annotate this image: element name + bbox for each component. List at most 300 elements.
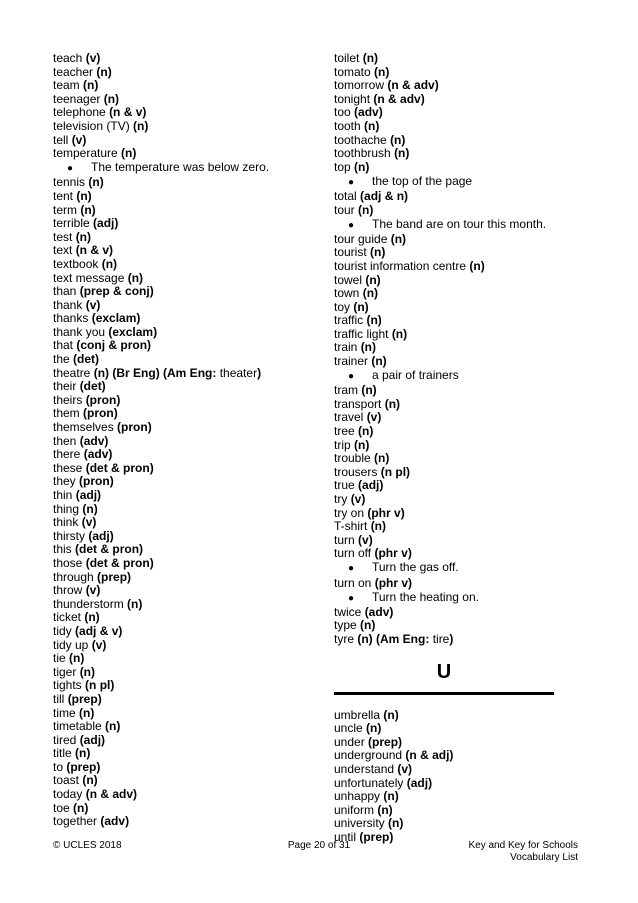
grammar-label: (n)	[75, 746, 91, 761]
grammar-label: (n)	[127, 596, 143, 611]
grammar-label: (n)	[364, 118, 380, 133]
vocab-entry	[334, 777, 574, 791]
headword: tram	[334, 383, 358, 398]
grammar-label: (n)	[361, 383, 377, 398]
headword: too	[334, 105, 351, 120]
headword: there	[53, 447, 81, 462]
grammar-label: (n)	[391, 326, 408, 341]
vocab-entry	[53, 475, 303, 489]
grammar-label: (n & adv)	[85, 787, 138, 802]
headword: turn	[334, 532, 355, 547]
headword: title	[53, 746, 72, 761]
headword: toothache	[334, 132, 387, 147]
grammar-label: (v)	[85, 51, 101, 65]
headword: top	[334, 159, 351, 174]
grammar-label: (prep)	[66, 759, 101, 774]
headword: traffic	[334, 313, 364, 328]
headword: turn on	[334, 575, 372, 590]
grammar-label: (n)	[75, 229, 92, 244]
grammar-label: (v)	[91, 637, 107, 652]
headword: text	[53, 243, 73, 258]
grammar-label: (n)	[374, 451, 390, 466]
vocab-entry	[53, 503, 303, 517]
grammar-label: (n)	[365, 272, 381, 287]
headword: tourist	[334, 245, 367, 260]
vocab-entry	[53, 407, 303, 421]
vocab-entry	[334, 633, 574, 647]
grammar-label: (n) (Am Eng:	[357, 631, 430, 646]
grammar-label: (n)	[377, 802, 393, 817]
headword: teach	[53, 51, 83, 65]
grammar-label: (n)	[127, 270, 144, 285]
grammar-label: (conj & pron)	[76, 338, 152, 353]
grammar-label: (v)	[85, 583, 101, 598]
footer-document-title	[468, 840, 578, 864]
headword: tooth	[334, 118, 361, 133]
grammar-label: (n pl)	[380, 464, 411, 479]
headword: than	[53, 284, 77, 299]
headword: tidy	[53, 623, 72, 638]
headword: towel	[334, 272, 363, 287]
bullet-icon: ●	[348, 592, 355, 604]
footer-title-line-2: Vocabulary List	[510, 852, 578, 863]
grammar-label: (n)	[469, 258, 485, 273]
grammar-label: (n)	[362, 51, 379, 65]
headword: total	[334, 188, 357, 203]
headword: twice	[334, 604, 362, 619]
vocab-entry	[53, 285, 303, 299]
headword: town	[334, 286, 360, 301]
vocab-entry	[53, 625, 303, 639]
example-sentence	[348, 369, 574, 385]
headword: these	[53, 460, 83, 475]
vocab-entry	[53, 448, 303, 462]
grammar-label: (n)	[79, 705, 95, 720]
vocab-entry	[53, 134, 303, 148]
grammar-label: (n)	[83, 78, 99, 93]
example-text: The band are on tour this month.	[372, 216, 547, 231]
headword: together	[53, 814, 98, 829]
headword: today	[53, 787, 83, 802]
grammar-label: (phr v)	[374, 575, 413, 590]
example-text: a pair of trainers	[372, 368, 459, 383]
grammar-label: (n)	[394, 146, 410, 161]
vocab-entry	[334, 411, 574, 425]
headword: T-shirt	[334, 519, 368, 534]
vocab-entry	[334, 384, 574, 398]
vocab-entry	[53, 353, 303, 367]
vocab-entry	[334, 804, 574, 818]
vocab-entry	[334, 328, 574, 342]
headword: theatre	[53, 365, 91, 380]
grammar-label: (det & pron)	[85, 460, 154, 475]
vocab-entry	[53, 190, 303, 204]
vocab-entry	[334, 606, 574, 620]
vocab-entry	[53, 462, 303, 476]
vocab-entry	[53, 66, 303, 80]
headword: try	[334, 492, 348, 506]
grammar-label: (v)	[366, 410, 382, 425]
headword: trousers	[334, 464, 378, 479]
vocab-entry	[53, 530, 303, 544]
vocab-entry	[334, 246, 574, 260]
vocab-entry	[334, 134, 574, 148]
grammar-label: (phr v)	[374, 546, 412, 561]
headword: that	[53, 338, 74, 353]
grammar-label: (v)	[71, 132, 87, 147]
grammar-label: (pron)	[85, 392, 121, 407]
grammar-label: (n)	[366, 721, 382, 736]
grammar-label: (phr v)	[367, 505, 405, 520]
vocab-entry	[53, 421, 303, 435]
headword: until	[334, 829, 357, 844]
grammar-label: (n & adv)	[373, 91, 425, 106]
grammar-label: (v)	[358, 532, 373, 547]
vocab-entry	[334, 79, 574, 93]
vocab-entry	[334, 233, 574, 247]
vocab-entry	[334, 466, 574, 480]
vocab-entry	[53, 217, 303, 231]
example-sentence	[67, 161, 303, 177]
example-sentence	[348, 561, 574, 577]
grammar-label: (n)	[362, 286, 379, 301]
headword: they	[53, 474, 76, 489]
headword: time	[53, 705, 76, 720]
headword: them	[53, 406, 80, 421]
vocab-entry	[53, 652, 303, 666]
headword: think	[53, 515, 79, 530]
vocab-entry	[53, 720, 303, 734]
headword: trip	[334, 437, 351, 452]
closing-paren: )	[449, 631, 454, 646]
headword: tights	[53, 678, 82, 693]
headword: type	[334, 618, 357, 633]
headword: toe	[53, 800, 70, 815]
vocab-entry	[334, 493, 574, 507]
headword: toy	[334, 299, 351, 314]
grammar-label: (n)	[390, 231, 407, 246]
vocab-entry	[334, 507, 574, 521]
bullet-icon: ●	[348, 176, 355, 188]
headword: tennis	[53, 175, 86, 190]
headword: tired	[53, 732, 77, 747]
variant-spelling: tire	[432, 631, 450, 646]
vocab-entry	[334, 722, 574, 736]
example-sentence	[348, 217, 574, 233]
grammar-label: (n)	[390, 132, 406, 147]
grammar-label: (pron)	[79, 474, 114, 489]
vocab-entry	[334, 147, 574, 161]
vocab-entry	[334, 790, 574, 804]
grammar-label: (n)	[103, 91, 120, 106]
vocab-entry	[334, 274, 574, 288]
grammar-label: (n)	[354, 437, 370, 452]
vocab-entry	[334, 314, 574, 328]
vocab-entry	[53, 299, 303, 313]
example-text: The temperature was below zero.	[91, 160, 270, 175]
headword: through	[53, 569, 94, 584]
vocab-entry	[53, 734, 303, 748]
grammar-label: (n)	[360, 618, 376, 633]
grammar-label: (prep)	[368, 734, 403, 749]
vocab-entry	[334, 204, 574, 218]
headword: theirs	[53, 392, 83, 407]
headword: toilet	[334, 51, 360, 65]
grammar-label: (det)	[79, 379, 106, 394]
headword: tour guide	[334, 231, 388, 246]
vocab-entry	[53, 380, 303, 394]
vocab-entry	[334, 452, 574, 466]
vocab-entry	[53, 176, 303, 190]
vocab-entry	[334, 520, 574, 534]
vocab-entry	[53, 693, 303, 707]
vocab-entry	[334, 106, 574, 120]
grammar-label: (adv)	[83, 447, 113, 462]
grammar-label: (n)	[374, 64, 390, 79]
headword: toast	[53, 773, 80, 788]
headword: transport	[334, 396, 382, 411]
vocab-entry	[334, 817, 574, 831]
headword: travel	[334, 410, 364, 425]
grammar-label: (adj & n)	[360, 188, 409, 203]
vocab-entry	[53, 52, 303, 66]
grammar-label: (n)	[388, 816, 404, 831]
vocab-entry	[53, 571, 303, 585]
headword: teacher	[53, 64, 94, 79]
headword: thank you	[53, 324, 106, 339]
grammar-label: (v)	[397, 761, 413, 776]
grammar-label: (adj)	[75, 488, 102, 502]
vocab-entry	[53, 93, 303, 107]
grammar-label: (adj)	[79, 732, 106, 747]
vocab-entry	[53, 120, 303, 134]
headword: trainer	[334, 354, 369, 369]
grammar-label: (n)	[358, 424, 374, 439]
headword: tent	[53, 188, 74, 203]
grammar-label: (prep & conj)	[79, 284, 154, 299]
grammar-label: (pron)	[83, 406, 118, 421]
example-text: Turn the gas off.	[372, 560, 459, 575]
vocab-entry	[53, 584, 303, 598]
grammar-label: (adv)	[364, 604, 394, 619]
vocab-entry	[334, 479, 574, 493]
grammar-label: (adv)	[100, 814, 130, 829]
vocab-entry	[334, 93, 574, 107]
headword: television (TV)	[53, 118, 130, 133]
grammar-label: (n)	[366, 313, 382, 328]
vocab-entry	[53, 204, 303, 218]
grammar-label: (n)	[105, 719, 121, 734]
headword: understand	[334, 761, 395, 776]
headword: the	[53, 352, 70, 367]
grammar-label: (n)	[371, 354, 387, 369]
grammar-label: (n)	[121, 146, 137, 161]
vocab-entry	[334, 709, 574, 723]
headword: those	[53, 555, 83, 570]
headword: temperature	[53, 146, 118, 161]
vocab-entry	[53, 106, 303, 120]
headword: themselves	[53, 420, 114, 435]
headword: thunderstorm	[53, 596, 124, 611]
vocab-entry	[334, 355, 574, 369]
headword: their	[53, 379, 77, 394]
headword: unhappy	[334, 789, 381, 804]
vocab-entry	[53, 788, 303, 802]
vocab-entry	[334, 398, 574, 412]
closing-paren: )	[257, 365, 262, 380]
vocab-entry	[53, 679, 303, 693]
headword: this	[53, 542, 72, 557]
vocab-entry	[334, 287, 574, 301]
vocab-entry	[53, 516, 303, 530]
vocab-entry	[53, 543, 303, 557]
vocab-entry	[53, 258, 303, 272]
grammar-label: (n & adj)	[405, 748, 454, 763]
headword: till	[53, 691, 65, 706]
grammar-label: (n)	[82, 501, 98, 516]
vocab-entry	[334, 341, 574, 355]
headword: thirsty	[53, 528, 86, 543]
grammar-label: (n) (Br Eng) (Am Eng:	[93, 365, 217, 380]
grammar-label: (prep)	[67, 691, 102, 706]
grammar-label: (n)	[88, 175, 104, 190]
grammar-label: (n pl)	[85, 678, 115, 693]
grammar-label: (n)	[383, 789, 399, 804]
vocab-entry	[334, 260, 574, 274]
grammar-label: (n)	[84, 610, 100, 625]
headword: underground	[334, 748, 403, 763]
grammar-label: (n)	[82, 773, 98, 788]
grammar-label: (adj)	[358, 478, 384, 493]
left-column	[53, 52, 303, 829]
headword: try on	[334, 505, 365, 520]
vocab-entry	[334, 120, 574, 134]
section-letter: U	[436, 660, 452, 683]
headword: true	[334, 478, 355, 493]
bullet-icon: ●	[348, 563, 355, 575]
grammar-label: (n & v)	[109, 105, 147, 120]
headword: test	[53, 229, 73, 244]
grammar-label: (n)	[384, 396, 401, 411]
footer-page-number: Page 20 of 31	[287, 840, 351, 851]
grammar-label: (n)	[69, 651, 85, 666]
grammar-label: (adj)	[93, 216, 119, 231]
headword: text message	[53, 270, 125, 285]
headword: to	[53, 759, 64, 774]
grammar-label: (n)	[353, 299, 369, 314]
vocab-entry	[334, 301, 574, 315]
vocab-entry	[53, 761, 303, 775]
vocab-entry	[334, 763, 574, 777]
grammar-label: (n)	[76, 188, 92, 203]
headword: timetable	[53, 719, 102, 734]
vocab-entry	[334, 161, 574, 175]
headword: team	[53, 78, 80, 93]
headword: then	[53, 433, 77, 448]
vocab-entry	[334, 190, 574, 204]
right-column	[334, 52, 574, 844]
vocab-entry	[334, 736, 574, 750]
vocab-entry	[53, 435, 303, 449]
grammar-label: (n)	[101, 256, 118, 271]
headword: tell	[53, 132, 69, 147]
example-text: Turn the heating on.	[372, 589, 479, 604]
grammar-label: (prep)	[97, 569, 132, 584]
grammar-label: (pron)	[117, 420, 152, 435]
headword: thanks	[53, 311, 89, 326]
vocab-entry	[53, 557, 303, 571]
headword: thing	[53, 501, 80, 516]
vocab-entry	[334, 547, 574, 561]
grammar-label: (n)	[358, 202, 374, 217]
headword: term	[53, 202, 77, 217]
vocab-entry	[53, 147, 303, 161]
headword: thank	[53, 297, 83, 312]
headword: tree	[334, 424, 355, 439]
bullet-icon: ●	[348, 371, 355, 383]
vocab-entry	[53, 666, 303, 680]
vocab-entry	[53, 394, 303, 408]
headword: train	[334, 340, 358, 355]
example-sentence	[348, 174, 574, 190]
headword: university	[334, 816, 385, 831]
example-sentence	[348, 590, 574, 606]
headword: tomato	[334, 64, 371, 79]
vocab-entry	[334, 439, 574, 453]
example-text: the top of the page	[372, 173, 473, 188]
headword: uncle	[334, 721, 363, 736]
vocab-entry	[53, 489, 303, 503]
vocab-entry	[53, 707, 303, 721]
grammar-label: (n)	[370, 245, 386, 260]
headword: tourist information centre	[334, 258, 467, 273]
headword: uniform	[334, 802, 375, 817]
grammar-label: (det & pron)	[75, 542, 144, 557]
grammar-label: (n)	[133, 118, 149, 133]
grammar-label: (n)	[383, 707, 399, 722]
grammar-label: (n)	[96, 64, 112, 79]
vocab-entry	[53, 802, 303, 816]
grammar-label: (v)	[81, 515, 97, 530]
headword: tie	[53, 651, 66, 666]
grammar-label: (det & pron)	[85, 555, 154, 570]
headword: thin	[53, 488, 73, 502]
grammar-label: (n)	[354, 159, 370, 174]
vocab-entry	[53, 611, 303, 625]
headword: tonight	[334, 91, 371, 106]
headword: teenager	[53, 91, 101, 106]
variant-spelling: theater	[219, 365, 258, 380]
vocab-entry	[53, 312, 303, 326]
vocab-entry	[53, 598, 303, 612]
headword: ticket	[53, 610, 82, 625]
grammar-label: (adj)	[88, 528, 114, 543]
vocab-entry	[53, 326, 303, 340]
vocab-entry	[53, 639, 303, 653]
footer-copyright: © UCLES 2018	[53, 840, 122, 851]
vocab-entry	[53, 244, 303, 258]
headword: terrible	[53, 216, 90, 231]
grammar-label: (n & v)	[75, 243, 114, 258]
vocab-entry	[334, 577, 574, 591]
headword: unfortunately	[334, 775, 404, 790]
grammar-label: (n)	[79, 664, 96, 679]
vocab-entry	[334, 534, 574, 548]
headword: tidy up	[53, 637, 89, 652]
headword: umbrella	[334, 707, 381, 722]
grammar-label: (v)	[350, 492, 366, 506]
headword: textbook	[53, 256, 99, 271]
